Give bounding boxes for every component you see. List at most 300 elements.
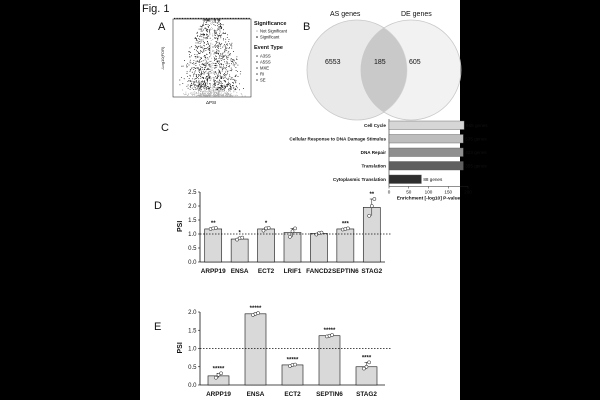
volcano-point: [214, 58, 215, 59]
volcano-point: [207, 82, 208, 83]
volcano-point: [199, 70, 200, 71]
volcano-point: [232, 61, 233, 62]
volcano-point: [235, 95, 236, 96]
volcano-point: [202, 82, 203, 83]
volcano-point: [205, 78, 206, 79]
volcano-point: [205, 57, 206, 58]
volcano-point: [195, 38, 196, 39]
volcano-point: [217, 61, 218, 62]
volcano-point: [203, 95, 204, 96]
volcano-point: [230, 90, 231, 91]
volcano-point: [206, 94, 207, 95]
volcano-point: [224, 73, 225, 74]
volcano-point: [218, 47, 219, 48]
volcano-point: [225, 48, 226, 49]
volcano-point: [200, 93, 201, 94]
volcano-point: [205, 48, 206, 49]
volcano-point: [198, 93, 199, 94]
volcano-point: [217, 84, 218, 85]
volcano-point: [219, 61, 220, 62]
volcano-point: [186, 86, 187, 87]
volcano-point: [236, 63, 237, 64]
volcano-point: [210, 55, 211, 56]
volcano-point: [219, 91, 220, 92]
volcano-point: [227, 63, 228, 64]
psi-category-label: SEPTIN6: [332, 268, 359, 275]
volcano-point: [200, 46, 201, 47]
volcano-point: [212, 90, 213, 91]
volcano-point: [198, 85, 199, 86]
psi-y-tick-label: 1.0: [188, 346, 197, 353]
volcano-point: [213, 92, 214, 93]
psi-significance-marker: ***: [341, 221, 349, 228]
volcano-point: [199, 75, 200, 76]
volcano-point: [213, 24, 214, 25]
volcano-point: [237, 87, 238, 88]
volcano-point: [199, 95, 200, 96]
volcano-point: [207, 93, 208, 94]
volcano-point: [222, 68, 223, 69]
volcano-point: [204, 93, 205, 94]
volcano-point: [204, 86, 205, 87]
volcano-point: [190, 87, 191, 88]
volcano-point: [210, 94, 211, 95]
psi-significance-marker: *****: [286, 357, 299, 364]
volcano-point: [229, 85, 230, 86]
volcano-point: [200, 26, 201, 27]
volcano-point: [214, 93, 215, 94]
volcano-point: [221, 85, 222, 86]
psi-bar: [282, 365, 303, 385]
volcano-point: [221, 27, 222, 28]
volcano-point: [210, 28, 211, 29]
volcano-point: [225, 93, 226, 94]
volcano-point: [213, 95, 214, 96]
volcano-point: [197, 61, 198, 62]
volcano-point: [201, 36, 202, 37]
volcano-point: [213, 79, 214, 80]
volcano-point: [207, 29, 208, 30]
enrichment-x-tick-label: 200: [464, 189, 472, 195]
volcano-point: [213, 54, 214, 55]
volcano-point: [201, 85, 202, 86]
volcano-point: [215, 76, 216, 77]
volcano-point: [215, 65, 216, 66]
volcano-point: [235, 88, 236, 89]
volcano-point: [202, 34, 203, 35]
volcano-point: [210, 95, 211, 96]
volcano-point: [222, 83, 223, 84]
volcano-point: [229, 63, 230, 64]
volcano-point: [206, 77, 207, 78]
volcano-point: [199, 29, 200, 30]
volcano-point: [210, 91, 211, 92]
volcano-point: [207, 68, 208, 69]
volcano-point: [225, 72, 226, 73]
volcano-point: [205, 84, 206, 85]
volcano-point: [227, 34, 228, 35]
volcano-point: [200, 88, 201, 89]
volcano-point: [200, 34, 201, 35]
volcano-point: [199, 61, 200, 62]
volcano-point: [204, 80, 205, 81]
volcano-point: [216, 73, 217, 74]
volcano-point: [204, 74, 205, 75]
volcano-point: [209, 93, 210, 94]
legend-mxe-dot: [256, 67, 258, 69]
volcano-point: [225, 76, 226, 77]
volcano-point: [231, 95, 232, 96]
volcano-point: [213, 56, 214, 57]
legend-ri-dot: [256, 73, 258, 75]
volcano-point: [216, 81, 217, 82]
volcano-point: [234, 60, 235, 61]
volcano-point: [208, 95, 209, 96]
legend-a5ss-dot: [256, 61, 258, 63]
volcano-point: [237, 95, 238, 96]
volcano-point: [233, 64, 234, 65]
volcano-point: [219, 80, 220, 81]
volcano-point: [224, 91, 225, 92]
volcano-point: [234, 89, 235, 90]
volcano-point: [208, 49, 209, 50]
volcano-point: [236, 70, 237, 71]
volcano-point: [228, 51, 229, 52]
volcano-point: [206, 24, 207, 25]
volcano-point: [193, 69, 194, 70]
volcano-point: [211, 40, 212, 41]
enrichment-category-label: Cell Cycle: [364, 123, 386, 129]
volcano-point: [219, 28, 220, 29]
volcano-point: [227, 37, 228, 38]
volcano-point: [225, 87, 226, 88]
volcano-point: [207, 36, 208, 37]
volcano-point: [196, 38, 197, 39]
volcano-point: [209, 71, 210, 72]
psi-data-point: [370, 204, 373, 207]
volcano-point: [224, 51, 225, 52]
volcano-point: [222, 90, 223, 91]
volcano-point: [231, 68, 232, 69]
psi-significance-marker: *: [264, 220, 268, 227]
volcano-point: [230, 60, 231, 61]
volcano-point: [221, 82, 222, 83]
legend-not-significant-dot: [256, 30, 258, 32]
volcano-point: [222, 71, 223, 72]
volcano-point: [220, 48, 221, 49]
psi-y-axis-title: PSI: [177, 220, 184, 232]
volcano-point: [228, 41, 229, 42]
volcano-point: [220, 36, 221, 37]
volcano-point: [212, 67, 213, 68]
volcano-point: [235, 89, 236, 90]
volcano-point: [224, 75, 225, 76]
legend-se: SE: [260, 77, 266, 83]
volcano-point: [212, 23, 213, 24]
volcano-point: [205, 50, 206, 51]
psi-data-point: [214, 376, 217, 379]
volcano-point: [215, 21, 216, 22]
volcano-point: [201, 81, 202, 82]
volcano-point: [217, 89, 218, 90]
volcano-point: [218, 82, 219, 83]
volcano-point: [215, 25, 216, 26]
volcano-point: [224, 87, 225, 88]
volcano-point: [198, 42, 199, 43]
volcano-point: [209, 46, 210, 47]
volcano-point: [223, 59, 224, 60]
volcano-point: [216, 67, 217, 68]
volcano-point: [199, 94, 200, 95]
volcano-point: [220, 85, 221, 86]
volcano-point: [209, 65, 210, 66]
volcano-point: [223, 67, 224, 68]
volcano-point: [232, 85, 233, 86]
volcano-point: [220, 76, 221, 77]
volcano-point: [190, 52, 191, 53]
volcano-point: [237, 65, 238, 66]
volcano-point: [203, 35, 204, 36]
volcano-point: [218, 94, 219, 95]
psi-category-label: ARPP19: [206, 391, 231, 398]
volcano-point: [211, 53, 212, 54]
enrichment-category-label: Cellular Response to DNA Damage Stimulus: [289, 136, 386, 142]
legend-not-significant: Not Significant: [260, 28, 287, 34]
panel-label-a: A: [158, 21, 166, 33]
volcano-point: [230, 45, 231, 46]
volcano-point: [217, 25, 218, 26]
volcano-point: [223, 68, 224, 69]
legend-a3ss: A3SS: [260, 53, 271, 59]
volcano-point: [226, 63, 227, 64]
psi-category-label: SEPTIN6: [316, 391, 343, 398]
volcano-point: [196, 92, 197, 93]
volcano-point: [191, 81, 192, 82]
volcano-point: [226, 74, 227, 75]
volcano-point: [219, 35, 220, 36]
volcano-point: [195, 56, 196, 57]
volcano-point: [215, 52, 216, 53]
volcano-point: [205, 95, 206, 96]
volcano-point: [201, 89, 202, 90]
volcano-point: [216, 77, 217, 78]
volcano-point: [219, 30, 220, 31]
volcano-point: [220, 55, 221, 56]
volcano-point: [192, 72, 193, 73]
psi-y-tick-label: 0.0: [188, 260, 197, 266]
volcano-point: [209, 89, 210, 90]
volcano-point: [186, 94, 187, 95]
volcano-point: [204, 67, 205, 68]
volcano-point: [196, 40, 197, 41]
psi-data-point: [267, 226, 270, 229]
volcano-point: [208, 91, 209, 92]
volcano-point: [188, 94, 189, 95]
volcano-point: [220, 81, 221, 82]
psi-category-label: STAG2: [361, 268, 383, 275]
volcano-point: [198, 38, 199, 39]
volcano-point: [209, 56, 210, 57]
volcano-point: [189, 65, 190, 66]
volcano-point: [191, 83, 192, 84]
volcano-point: [212, 92, 213, 93]
volcano-point: [202, 94, 203, 95]
volcano-point: [230, 70, 231, 71]
volcano-point: [220, 72, 221, 73]
volcano-point: [202, 25, 203, 26]
volcano-point: [184, 60, 185, 61]
volcano-point: [206, 89, 207, 90]
volcano-point: [237, 59, 238, 60]
volcano-point: [217, 45, 218, 46]
volcano-point: [219, 58, 220, 59]
volcano-point: [226, 61, 227, 62]
volcano-point: [200, 69, 201, 70]
volcano-point: [225, 47, 226, 48]
volcano-point: [215, 84, 216, 85]
volcano-point: [196, 85, 197, 86]
volcano-point: [232, 82, 233, 83]
volcano-point: [210, 80, 211, 81]
volcano-point: [196, 76, 197, 77]
volcano-point: [226, 65, 227, 66]
volcano-point: [226, 95, 227, 96]
volcano-point: [185, 94, 186, 95]
volcano-point: [210, 87, 211, 88]
volcano-point: [200, 68, 201, 69]
psi-y-tick-label: 0.5: [188, 364, 197, 371]
volcano-point: [215, 22, 216, 23]
volcano-point: [200, 91, 201, 92]
volcano-point: [189, 57, 190, 58]
volcano-point: [216, 93, 217, 94]
volcano-point: [214, 21, 215, 22]
psi-data-point: [262, 229, 265, 232]
psi-category-label: ENSA: [230, 268, 249, 275]
volcano-point: [190, 69, 191, 70]
volcano-point: [189, 51, 190, 52]
psi-bar: [245, 314, 266, 385]
psi-category-label: ENSA: [246, 391, 265, 398]
volcano-point: [222, 95, 223, 96]
volcano-point: [193, 60, 194, 61]
volcano-point: [211, 70, 212, 71]
volcano-point: [207, 95, 208, 96]
volcano-point: [188, 80, 189, 81]
volcano-point: [204, 42, 205, 43]
volcano-point: [208, 73, 209, 74]
psi-y-tick-label: 1.5: [188, 218, 197, 224]
legend-ri: RI: [260, 71, 265, 77]
volcano-point: [207, 83, 208, 84]
volcano-point: [222, 87, 223, 88]
volcano-point: [204, 90, 205, 91]
volcano-point: [194, 87, 195, 88]
panel-label-b: B: [303, 21, 311, 33]
venn-count-overlap: 185: [374, 59, 386, 66]
volcano-point: [224, 86, 225, 87]
volcano-point: [221, 94, 222, 95]
volcano-point: [202, 77, 203, 78]
enrichment-bar: [389, 162, 463, 171]
volcano-point: [216, 43, 217, 44]
volcano-point: [201, 58, 202, 59]
volcano-point: [208, 27, 209, 28]
volcano-point: [204, 65, 205, 66]
volcano-point: [230, 84, 231, 85]
volcano-point: [238, 76, 239, 77]
volcano-point: [208, 92, 209, 93]
volcano-point: [212, 28, 213, 29]
volcano-point: [205, 28, 206, 29]
volcano-point: [203, 87, 204, 88]
volcano-point: [213, 63, 214, 64]
volcano-point: [216, 33, 217, 34]
volcano-point: [211, 22, 212, 23]
volcano-point: [218, 93, 219, 94]
venn-count-as-only: 6553: [325, 59, 341, 66]
volcano-point: [193, 76, 194, 77]
volcano-point: [203, 77, 204, 78]
psi-data-point: [241, 236, 244, 239]
volcano-point: [190, 93, 191, 94]
volcano-point: [230, 53, 231, 54]
volcano-point: [230, 91, 231, 92]
volcano-point: [197, 56, 198, 57]
volcano-point: [214, 65, 215, 66]
volcano-point: [199, 75, 200, 76]
volcano-point: [192, 95, 193, 96]
volcano-point: [209, 69, 210, 70]
volcano-point: [202, 48, 203, 49]
volcano-point: [235, 62, 236, 63]
volcano-point: [194, 85, 195, 86]
volcano-point: [224, 67, 225, 68]
volcano-point: [228, 94, 229, 95]
volcano-point: [213, 89, 214, 90]
volcano-point: [203, 71, 204, 72]
volcano-point: [200, 89, 201, 90]
volcano-point: [213, 51, 214, 52]
volcano-point: [229, 76, 230, 77]
volcano-point: [194, 49, 195, 50]
volcano-point: [194, 67, 195, 68]
volcano-point: [224, 52, 225, 53]
volcano-point: [222, 47, 223, 48]
volcano-point: [199, 36, 200, 37]
volcano-point: [240, 71, 241, 72]
volcano-point: [232, 95, 233, 96]
volcano-point: [202, 93, 203, 94]
volcano-point: [207, 31, 208, 32]
panel-label-e: E: [154, 321, 162, 333]
volcano-point: [228, 78, 229, 79]
volcano-point: [208, 88, 209, 89]
volcano-point: [213, 73, 214, 74]
volcano-point: [212, 22, 213, 23]
volcano-point: [216, 95, 217, 96]
volcano-point: [233, 91, 234, 92]
volcano-point: [202, 81, 203, 82]
volcano-point: [197, 33, 198, 34]
volcano-point: [214, 77, 215, 78]
volcano-point: [206, 91, 207, 92]
volcano-point: [206, 61, 207, 62]
psi-y-tick-label: 0.5: [188, 246, 197, 252]
volcano-ylabel: -Log10(FDR): [160, 46, 165, 70]
psi-category-label: ECT2: [257, 268, 275, 275]
volcano-point: [221, 90, 222, 91]
